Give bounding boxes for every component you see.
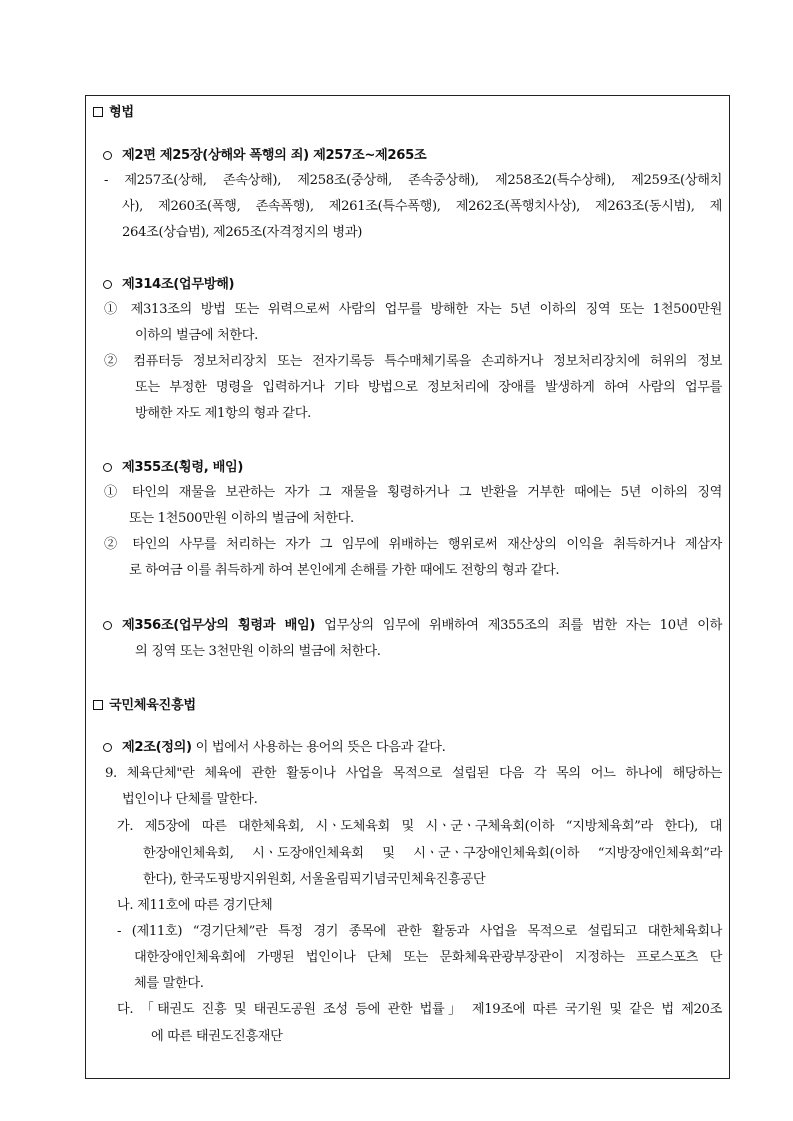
article-line: - (제11호) “경기단체”란 특정 경기 종목에 관한 활동과 사업을 목적으로 설립되고 대한체육회나: [117, 924, 722, 939]
circle-bullet-icon: [103, 463, 112, 472]
article-line: ② 컴퓨터등 정보처리장치 또는 전자기록등 특수매체기록을 손괴하거나 정보처리장치에 허위의 정보: [104, 354, 722, 369]
article-line: 나. 제11호에 따른 경기단체: [117, 898, 273, 913]
article-heading: 제356조(업무상의 횡령과 배임): [122, 618, 316, 633]
article-line: 제2조(정의) 이 법에서 사용하는 용어의 뜻은 다음과 같다.: [103, 739, 446, 757]
article-line: 264조(상습범), 제265조(자격정지의 병과): [122, 225, 363, 240]
article-heading: 제355조(횡령, 배임): [103, 459, 243, 477]
article-line: ② 타인의 사무를 처리하는 자가 그 임무에 위배하는 행위로써 재산상의 이익을 취득하거나 제삼자: [104, 537, 722, 552]
article-heading: 제2조(정의): [122, 740, 192, 755]
circle-bullet-icon: [103, 743, 112, 752]
article-line: ① 타인의 재물을 보관하는 자가 그 재물을 횡령하거나 그 반환을 거부한 때에는 5년 이하의 징역: [104, 485, 722, 500]
article-line: 한다), 한국도핑방지위원회, 서울올림픽기념국민체육진흥공단: [143, 872, 486, 887]
article-line: 대한장애인체육회에 가맹된 법인이나 단체 또는 문화체육관광부장관이 지정하는 프로스포츠 단: [134, 950, 722, 965]
article-line: 이하의 벌금에 처한다.: [135, 328, 259, 343]
article-line: 또는 1천500만원 이하의 벌금에 처한다.: [129, 511, 354, 526]
article-line: 가. 제5장에 따른 대한체육회, 시ㆍ도체육회 및 시ㆍ군ㆍ구체육회(이하 “지방체육회”라 한다), 대: [117, 819, 722, 834]
article-heading: 제314조(업무방해): [103, 276, 234, 294]
article-heading: 제2편 제25장(상해와 폭행의 죄) 제257조~제265조: [103, 147, 426, 165]
checkbox-square-icon: [93, 700, 103, 710]
article-line: 한장애인체육회, 시ㆍ도장애인체육회 및 시ㆍ군ㆍ구장애인체육회(이하 “지방장애인체육회”라: [143, 846, 722, 861]
section-title: 형법: [93, 104, 134, 122]
article-line: 제356조(업무상의 횡령과 배임) 업무상의 임무에 위배하여 제355조의 죄를 범한 자는 10년 이하: [103, 617, 722, 635]
article-line: 또는 부정한 명령을 입력하거나 기타 방법으로 정보처리에 장애를 발생하게 하여 사람의 업무를: [135, 380, 722, 395]
article-line: 법인이나 단체를 말한다.: [122, 792, 258, 807]
article-line: 에 따른 태권도진흥재단: [151, 1029, 283, 1044]
article-line: - 제257조(상해, 존속상해), 제258조(중상해, 존속중상해), 제258조2(특수상해), 제259조(상해치: [104, 173, 722, 188]
article-line: 방해한 자도 제1항의 형과 같다.: [135, 406, 311, 421]
checkbox-square-icon: [93, 107, 103, 117]
circle-bullet-icon: [103, 621, 112, 630]
article-line: 다. 「태권도 진흥 및 태권도공원 조성 등에 관한 법률」 제19조에 따른 국기원 및 같은 법 제20조: [117, 1002, 722, 1017]
article-line: ① 제313조의 방법 또는 위력으로써 사람의 업무를 방해한 자는 5년 이하의 징역 또는 1천500만원: [104, 302, 722, 317]
article-line: 체를 말한다.: [134, 976, 204, 991]
section-title: 국민체육진흥법: [93, 697, 196, 715]
article-line: 9. 체육단체"란 체육에 관한 활동이나 사업을 목적으로 설립된 다음 각 목의 어느 하나에 해당하는: [105, 766, 722, 781]
circle-bullet-icon: [103, 151, 112, 160]
circle-bullet-icon: [103, 280, 112, 289]
article-line: 의 징역 또는 3천만원 이하의 벌금에 처한다.: [135, 644, 381, 659]
article-line: 로 하여금 이를 취득하게 하여 본인에게 손해를 가한 때에도 전항의 형과 같다.: [129, 563, 560, 578]
article-line: 사), 제260조(폭행, 존속폭행), 제261조(특수폭행), 제262조(폭행치사상), 제263조(동시범), 제: [122, 199, 722, 214]
